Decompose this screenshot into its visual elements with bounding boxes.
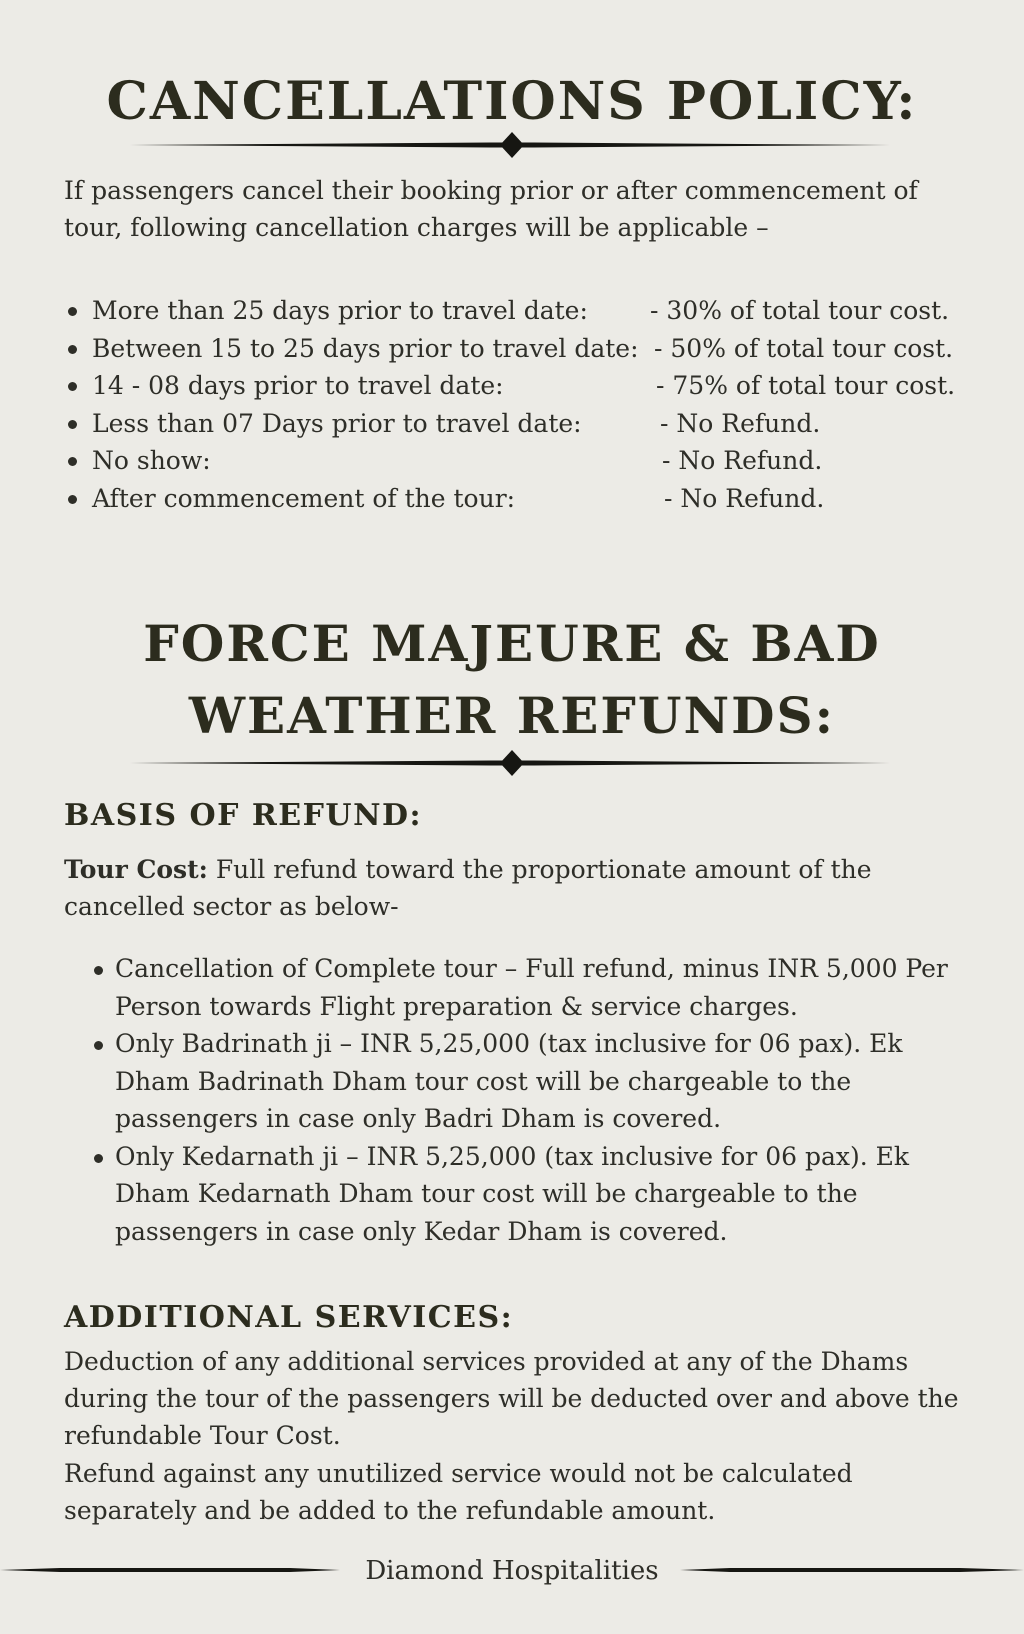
bullet-icon [94,1041,103,1050]
tour-cost-label: Tour Cost: [64,855,208,884]
tour-cost-paragraph [64,851,984,925]
rule-condition: 14 - 08 days prior to travel date: [92,371,504,401]
bullet-icon [68,457,77,466]
rule-condition: More than 25 days prior to travel date: [92,296,588,325]
refund-items-list [115,950,975,1250]
title-divider-ornament [130,130,894,160]
bullet-icon [68,382,77,391]
rule-charge: - 75% of total tour cost. [656,371,956,401]
rule-condition: Between 15 to 25 days prior to travel date: [92,333,639,363]
list-item [115,1025,975,1138]
rule-condition: No show: [92,446,211,476]
additional-services-heading: ADDITIONAL SERVICES: [64,1300,514,1335]
additional-services-paragraph: Deduction of any additional services provided at any of the Dhams during the tour of the passengers will be deducted over and above the refundable Tour Cost. [64,1347,959,1450]
rule-charge: - No Refund. [660,408,821,438]
force-majeure-title-line1: FORCE MAJEURE & BAD [143,614,881,673]
rule-charge: - 30% of total tour cost. [650,296,950,325]
bullet-icon [68,495,77,504]
list-item [115,950,975,1025]
refund-note-paragraph: Refund against any unutilized service would not be calculated separately and be added to the refundable amount. [64,1459,853,1525]
rule-condition: After commencement of the tour: [92,483,516,513]
cancellation-intro: If passengers cancel their booking prior or after commencement of tour, following cancellation charges will be applicable – [64,176,918,242]
refund-item-text: Only Badrinath ji – INR 5,25,000 (tax inclusive for 06 pax). Ek Dham Badrinath Dham tour cost will be chargeable to the passengers in case only Badri Dham is covered. [115,1029,903,1133]
force-majeure-title [0,608,1024,752]
rule-charge: - No Refund. [662,446,823,476]
basis-of-refund-heading: BASIS OF REFUND: [64,798,423,833]
bullet-icon [94,1154,103,1163]
rule-charge: - 50% of total tour cost. [654,333,954,363]
rule-charge: - No Refund. [664,483,825,513]
force-majeure-title-line2: WEATHER REFUNDS: [188,686,836,745]
list-item [115,1138,975,1251]
footer-divider-right [680,1564,1024,1576]
bullet-icon [68,345,77,354]
rule-condition: Less than 07 Days prior to travel date: [92,408,582,438]
footer-company-name: Diamond Hospitalities [365,1556,659,1586]
cancellation-policy-title: CANCELLATIONS POLICY: [106,71,918,132]
bullet-icon [94,966,103,975]
bullet-icon [68,307,77,316]
title-divider-ornament [130,748,894,778]
refund-item-text: Cancellation of Complete tour – Full refund, minus INR 5,000 Per Person towards Flight preparation & service charges. [115,954,948,1021]
bullet-icon [68,420,77,429]
tour-cost-text: Full refund toward the proportionate amount of the cancelled sector as below- [64,855,872,921]
refund-item-text: Only Kedarnath ji – INR 5,25,000 (tax inclusive for 06 pax). Ek Dham Kedarnath Dham tour cost will be chargeable to the passengers in case only Kedar Dham is covered. [115,1141,910,1246]
